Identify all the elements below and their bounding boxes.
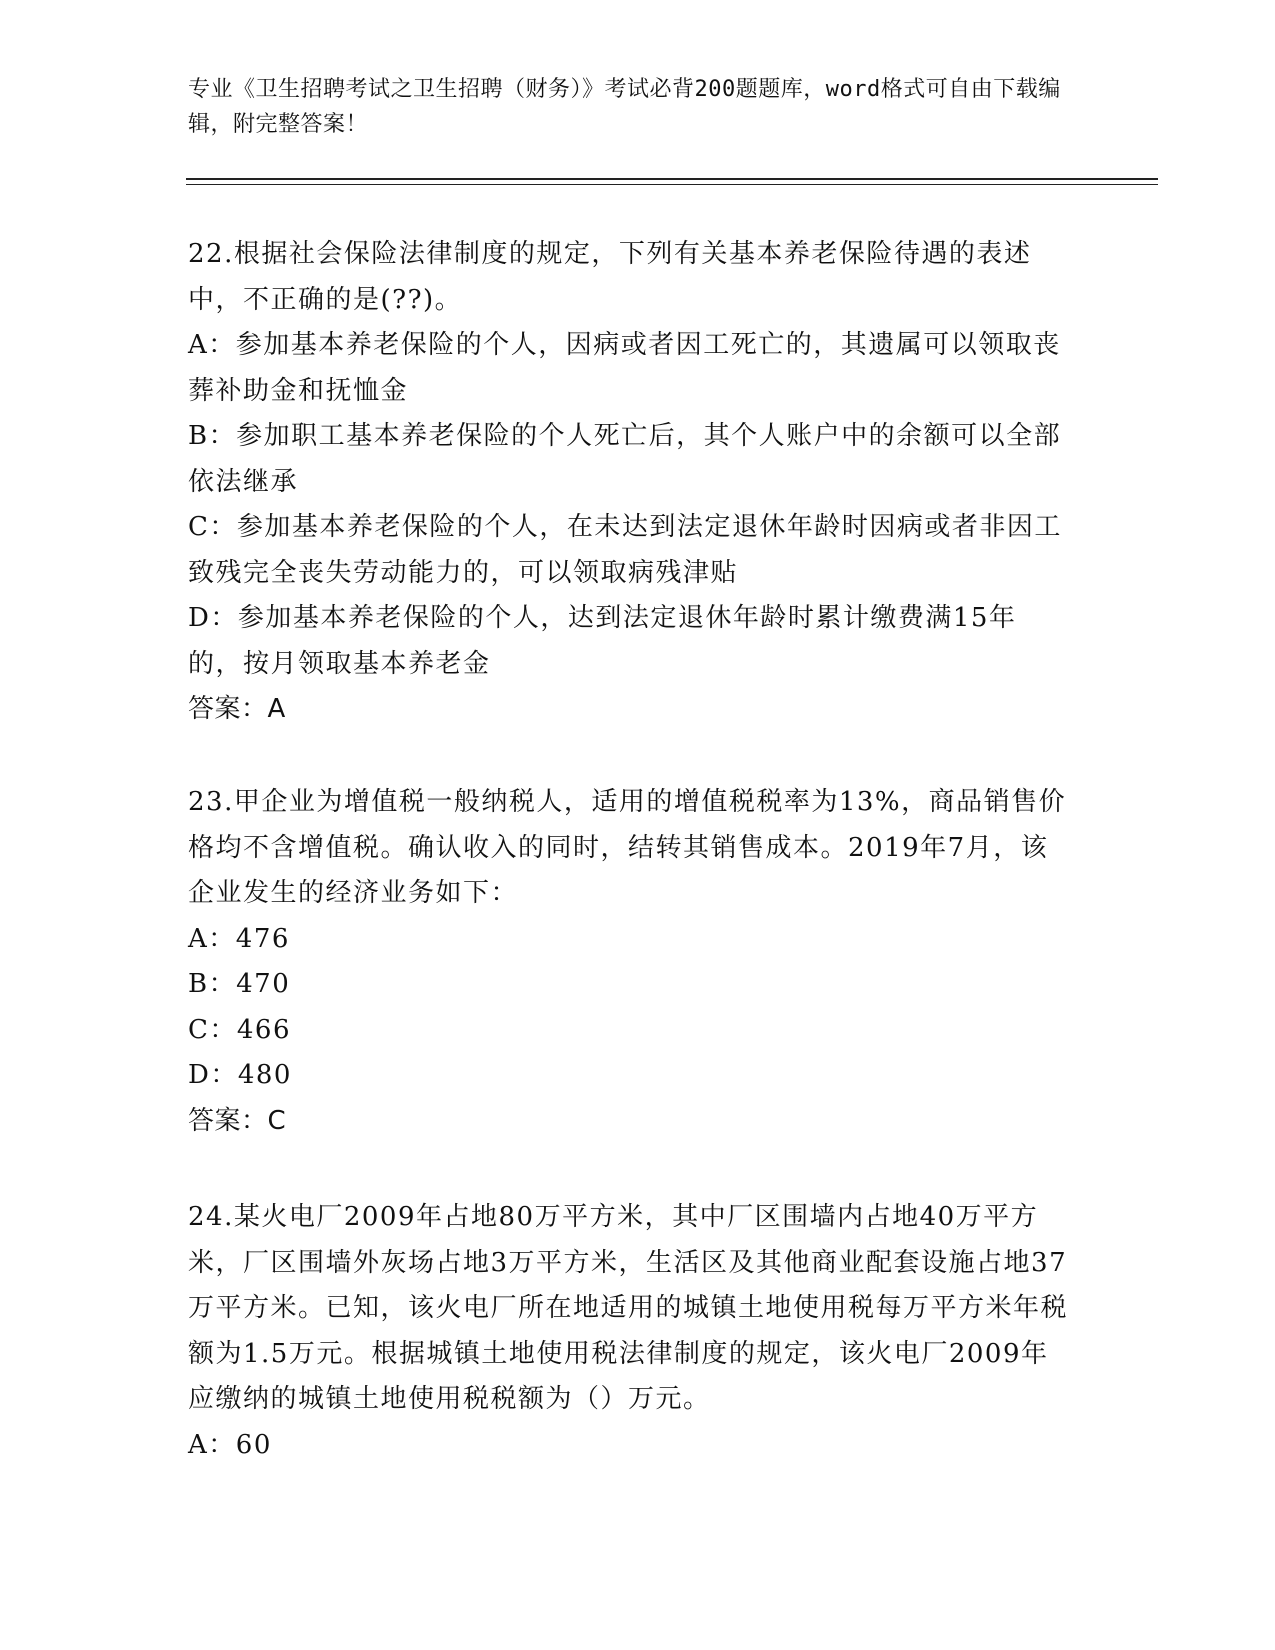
answer: 答案：A	[188, 694, 286, 724]
header-divider-thin	[186, 184, 1158, 185]
question-text: 24.某火电厂2009年占地80万平方米，其中厂区围墙内占地40万平方米，厂区围墙外灰场占地3万平方米，生活区及其他商业配套设施占地37万平方米。已知，该火电厂所在地适用的城镇土地使用税每万平方米年税额为1.5万元。根据城镇土地使用税法律制度的规定，该火电厂2009年应缴纳的城镇土地使用税税额为（）万元。	[188, 1202, 1069, 1414]
document-header: 专业《卫生招聘考试之卫生招聘（财务）》考试必背200题题库，word格式可自由下载编辑，附完整答案！	[188, 77, 1061, 137]
option-a: A：参加基本养老保险的个人，因病或者因工死亡的，其遗属可以领取丧葬补助金和抚恤金	[188, 330, 1061, 406]
header-divider-thick	[186, 178, 1158, 180]
question-22	[188, 232, 1068, 733]
question-text: 23.甲企业为增值税一般纳税人，适用的增值税税率为13%，商品销售价格均不含增值税。确认收入的同时，结转其销售成本。2019年7月，该企业发生的经济业务如下：	[188, 787, 1067, 908]
option-c: C：466	[188, 1014, 292, 1045]
answer: 答案：C	[188, 1105, 287, 1136]
option-b: B：470	[188, 969, 291, 999]
option-c: C：参加基本养老保险的个人，在未达到法定退休年龄时因病或者非因工致残完全丧失劳动能力的，可以领取病残津贴	[188, 512, 1062, 588]
option-a: A：60	[188, 1429, 272, 1460]
option-b: B：参加职工基本养老保险的个人死亡后，其个人账户中的余额可以全部依法继承	[188, 421, 1062, 497]
question-24	[188, 1195, 1068, 1468]
question-text: 22.根据社会保险法律制度的规定，下列有关基本养老保险待遇的表述中，不正确的是(??)。	[188, 239, 1032, 315]
option-a: A：476	[188, 923, 290, 954]
document-page	[188, 0, 1088, 1650]
option-d: D：参加基本养老保险的个人，达到法定退休年龄时累计缴费满15年的，按月领取基本养老金	[188, 603, 1017, 679]
question-23	[188, 780, 1068, 1144]
option-d: D：480	[188, 1060, 292, 1090]
